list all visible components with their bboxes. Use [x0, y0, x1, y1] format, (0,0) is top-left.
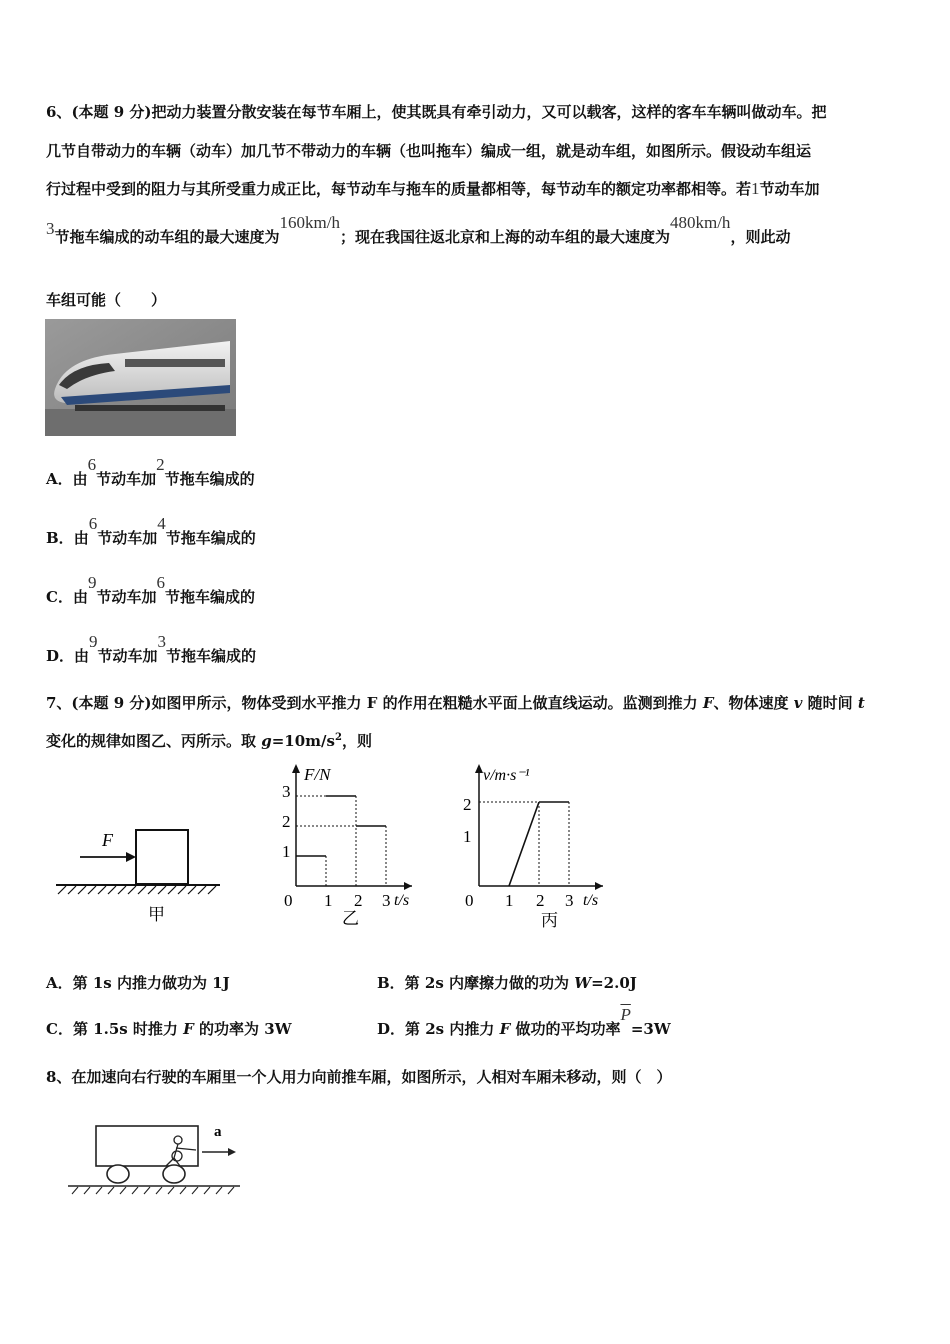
q6-speed-480: 480km/h — [669, 213, 731, 232]
y-tick-3: 3 — [282, 782, 291, 801]
y-axis-arrow — [475, 764, 483, 773]
q6-line1: 6、(本题 9 分)把动力装置分散安装在每节车厢上，使其既具有牵引动力，又可以载客，这样的客车车辆叫做动车。把 — [46, 103, 827, 121]
caption-yi: 乙 — [342, 909, 359, 928]
q7-option-c[interactable]: C．第 1.5s 时推力 F 的功率为 3W — [46, 1020, 292, 1038]
avg-power-symbol: $\overline{P}$ — [620, 1005, 631, 1024]
q6-score-tag: (本题 9 分) — [71, 103, 152, 121]
q6-option-a[interactable]: A．由6节动车加2节拖车编成的 — [46, 455, 255, 488]
q6-count-3: 3 — [46, 219, 55, 238]
q7-option-d[interactable]: D．第 2s 内推力 F 做功的平均功率$\overline{P}=3W$ — [377, 1005, 671, 1038]
q6-line5: 车组可能（ ） — [46, 291, 167, 309]
force-label: F — [102, 830, 113, 850]
q7-option-a[interactable]: A．第 1s 内推力做功为 1J — [46, 974, 230, 992]
caption-bing: 丙 — [541, 911, 558, 930]
q7-line1: 7、(本题 9 分)如图甲所示，物体受到水平推力 F 的作用在粗糙水平面上做直线运动。监测到推力 F、物体速度 v 随时间 t — [46, 694, 865, 712]
chart-bing — [455, 760, 615, 935]
x-tick-1: 1 — [505, 891, 514, 910]
force-arrowhead — [126, 852, 136, 862]
caption-jia: 甲 — [148, 905, 165, 924]
xlabel-yi: t/s — [394, 892, 410, 909]
y-tick-2: 2 — [282, 812, 291, 831]
q6-option-b[interactable]: B．由6节动车加4节拖车编成的 — [46, 514, 256, 547]
velocity-segment-1 — [509, 802, 539, 886]
wheel-right — [163, 1165, 185, 1183]
railcar-body — [96, 1126, 198, 1166]
origin-label: 0 — [465, 891, 474, 910]
q7-line2: 变化的规律如图乙、丙所示。取 $g=10m/s^2$，则 — [46, 732, 372, 750]
y-tick-1: 1 — [282, 842, 291, 861]
ylabel-yi: F/N — [304, 765, 331, 784]
xlabel-bing: t/s — [583, 892, 599, 909]
accel-label: a — [214, 1124, 222, 1140]
figure-jia — [50, 820, 235, 930]
figure-railcar — [66, 1118, 246, 1198]
x-tick-3: 3 — [565, 891, 574, 910]
ground-hatch — [72, 1187, 234, 1194]
q6-speed-160: 160km/h — [279, 213, 340, 232]
q8-text: 8、在加速向右行驶的车厢里一个人用力向前推车厢，如图所示，人相对车厢未移动，则（ ） — [46, 1068, 672, 1086]
q6-number: 6、 — [46, 103, 72, 121]
accel-arrowhead — [228, 1148, 236, 1156]
x-tick-2: 2 — [536, 891, 545, 910]
y-tick-2: 2 — [463, 795, 472, 814]
y-axis-arrow — [292, 764, 300, 773]
q6-option-c[interactable]: C．由9节动车加6节拖车编成的 — [46, 573, 255, 606]
y-tick-1: 1 — [463, 827, 472, 846]
x-axis-arrow — [595, 882, 603, 890]
ground-hatch — [58, 886, 216, 894]
x-tick-2: 2 — [354, 891, 363, 910]
x-axis-arrow — [404, 882, 412, 890]
q6-line2: 几节自带动力的车辆（动车）加几节不带动力的车辆（也叫拖车）编成一组，就是动车组，如图所示。假设动车组运 — [46, 142, 812, 160]
q6-count-1: 1 — [751, 179, 760, 198]
origin-label: 0 — [284, 891, 293, 910]
q7-option-b[interactable]: B．第 2s 内摩擦力做的功为 W=2.0J — [377, 974, 637, 992]
chart-yi — [272, 760, 422, 930]
block — [136, 830, 188, 884]
ylabel-bing: v/m·s⁻¹ — [483, 767, 530, 784]
q6-option-d[interactable]: D．由9节动车加3节拖车编成的 — [46, 632, 257, 665]
q6-line4: 3节拖车编成的动车组的最大速度为160km/h；现在我国往返北京和上海的动车组的最大速度为480km/h，则此动 — [46, 213, 791, 246]
x-tick-3: 3 — [382, 891, 391, 910]
x-tick-1: 1 — [324, 891, 333, 910]
wheel-left — [107, 1165, 129, 1183]
train-photo — [45, 319, 236, 436]
q6-line3: 行过程中受到的阻力与其所受重力成正比，每节动车与拖车的质量都相等，每节动车的额定功率都相等。若1节动车加 — [46, 179, 820, 198]
